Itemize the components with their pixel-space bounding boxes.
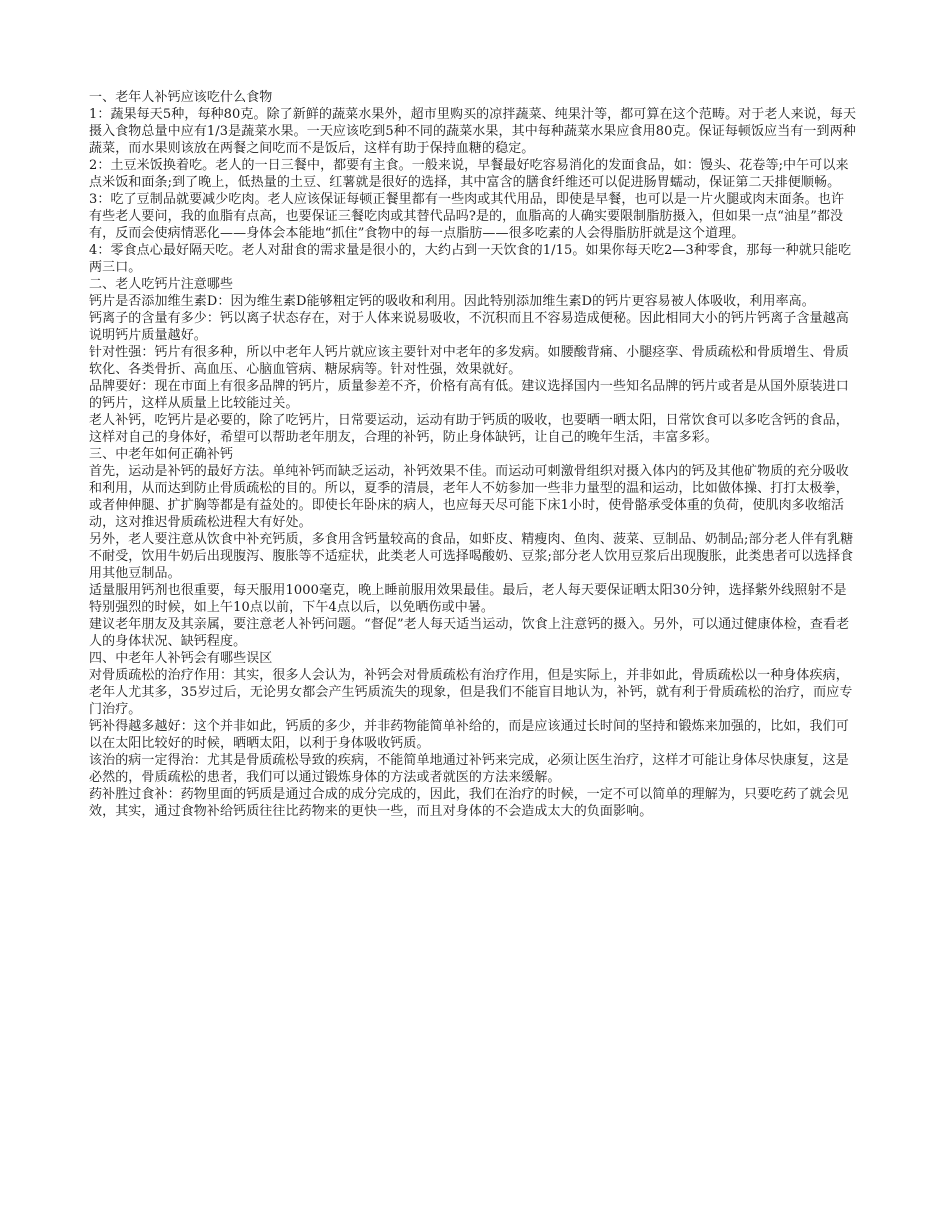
paragraph: 该治的病一定得治：尤其是骨质疏松导致的疾病，不能简单地通过补钙来完成，必须让医生治疗，这样才可能让身体尽快康复，这是必然的，骨质疏松的患者，我们可以通过锻炼身体的方法或者就医的方法来缓解。 bbox=[89, 753, 849, 785]
paragraph: 另外，老人要注意从饮食中补充钙质，多食用含钙量较高的食品，如虾皮、精瘦肉、鱼肉、菠菜、豆制品、奶制品;部分老人伴有乳糖不耐受，饮用牛奶后出现腹泻、腹胀等不适症状，此类老人可选择喝酸奶、豆浆;部分老人饮用豆浆后出现腹胀，此类患者可以选择食用其他豆制品。 bbox=[89, 532, 854, 581]
paragraph: 对骨质疏松的治疗作用：其实，很多人会认为，补钙会对骨质疏松有治疗作用，但是实际上，并非如此，骨质疏松以一种身体疾病，老年人尤其多，35岁过后，无论男女都会产生钙质流失的现象，但是我们不能盲目地认为，补钙，就有利于骨质疏松的治疗，而应专门治疗。 bbox=[89, 668, 853, 717]
paragraph: 3：吃了豆制品就要减少吃肉。老人应该保证每顿正餐里都有一些肉或其代用品，即使是早餐，也可以是一片火腿或肉末面条。也许有些老人要问，我的血脂有点高，也要保证三餐吃肉或其替代品吗?是的，血脂高的人确实要限制脂肪摄入，但如果一点“油星”都没有，反而会使病情恶化——身体会本能地“抓住”食物中的每一点脂肪——很多吃素的人会得脂肪肝就是这个道理。 bbox=[89, 192, 845, 241]
paragraph: 4：零食点心最好隔天吃。老人对甜食的需求量是很小的，大约占到一天饮食的1/15。如果你每天吃2—3种零食，那每一种就只能吃两三口。 bbox=[89, 243, 852, 275]
paragraph: 适量服用钙剂也很重要，每天服用1000毫克，晚上睡前服用效果最佳。最后，老人每天要保证晒太阳30分钟，选择紫外线照射不是特别强烈的时候，如上午10点以前，下午4点以后，以免晒伤或中暑。 bbox=[89, 583, 847, 615]
paragraph: 钙离子的含量有多少：钙以离子状态存在，对于人体来说易吸收，不沉积而且不容易造成便秘。因此相同大小的钙片钙离子含量越高说明钙片质量越好。 bbox=[89, 311, 849, 343]
paragraph: 钙片是否添加维生素D：因为维生素D能够粗定钙的吸收和利用。因此特别添加维生素D的钙片更容易被人体吸收，利用率高。 bbox=[89, 294, 815, 309]
paragraph: 首先，运动是补钙的最好方法。单纯补钙而缺乏运动，补钙效果不佳。而运动可刺激骨组织对摄入体内的钙及其他矿物质的充分吸收和利用，从而达到防止骨质疏松的目的。所以，夏季的清晨，老年人不妨参加一些非力量型的温和运动，比如做体操、打打太极拳，或者伸伸腿、扩扩胸等都是有益处的。即使长年卧床的病人，也应每天尽可能下床1小时，使骨骼承受体重的负荷，使肌肉多收缩活动，这对推迟骨质疏松进程大有好处。 bbox=[89, 464, 849, 530]
paragraph: 药补胜过食补：药物里面的钙质是通过合成的成分完成的，因此，我们在治疗的时候，一定不可以简单的理解为，只要吃药了就会见效，其实，通过食物补给钙质往往比药物来的更快一些，而且对身体的不会造成太大的负面影响。 bbox=[89, 787, 849, 819]
section-heading-2: 二、老人吃钙片注意哪些 bbox=[89, 277, 234, 292]
paragraph: 1：蔬果每天5种，每种80克。除了新鲜的蔬菜水果外，超市里购买的凉拌蔬菜、纯果汁等，都可算在这个范畴。对于老人来说，每天摄入食物总量中应有1/3是蔬菜水果。一天应该吃到5种不同的蔬菜水果，其中每种蔬菜水果应食用80克。保证每顿饭应当有一到两种蔬菜，而水果则该放在两餐之间吃而不是饭后，这样有助于保持血糖的稳定。 bbox=[89, 107, 857, 156]
paragraph: 建议老年朋友及其亲属，要注意老人补钙问题。“督促”老人每天适当运动，饮食上注意钙的摄入。另外，可以通过健康体检，查看老人的身体状况、缺钙程度。 bbox=[89, 617, 850, 649]
paragraph: 老人补钙，吃钙片是必要的，除了吃钙片，日常要运动，运动有助于钙质的吸收，也要晒一晒太阳，日常饮食可以多吃含钙的食品，这样对自己的身体好，希望可以帮助老年朋友，合理的补钙，防止身体缺钙，让自己的晚年生活，丰富多彩。 bbox=[89, 413, 849, 445]
section-heading-3: 三、中老年如何正确补钙 bbox=[89, 447, 234, 462]
section-heading-4: 四、中老年人补钙会有哪些误区 bbox=[89, 651, 273, 666]
document-body bbox=[89, 89, 857, 820]
paragraph: 2：土豆米饭换着吃。老人的一日三餐中，都要有主食。一般来说，早餐最好吃容易消化的发面食品，如：馒头、花卷等;中午可以来点米饭和面条;到了晚上，低热量的土豆、红薯就是很好的选择，其中富含的膳食纤维还可以促进肠胃蠕动，保证第二天排便顺畅。 bbox=[89, 158, 849, 190]
paragraph: 钙补得越多越好：这个并非如此，钙质的多少，并非药物能简单补给的，而是应该通过长时间的坚持和锻炼来加强的，比如，我们可以在太阳比较好的时候，晒晒太阳，以利于身体吸收钙质。 bbox=[89, 719, 849, 751]
section-heading-1: 一、老年人补钙应该吃什么食物 bbox=[89, 90, 273, 105]
paragraph: 品牌要好：现在市面上有很多品牌的钙片，质量参差不齐，价格有高有低。建议选择国内一些知名品牌的钙片或者是从国外原装进口的钙片，这样从质量上比较能过关。 bbox=[89, 379, 849, 411]
paragraph: 针对性强：钙片有很多种，所以中老年人钙片就应该主要针对中老年的多发病。如腰酸背痛、小腿痉挛、骨质疏松和骨质增生、骨质软化、各类骨折、高血压、心脑血管病、糖尿病等。针对性强，效果就好。 bbox=[89, 345, 849, 377]
